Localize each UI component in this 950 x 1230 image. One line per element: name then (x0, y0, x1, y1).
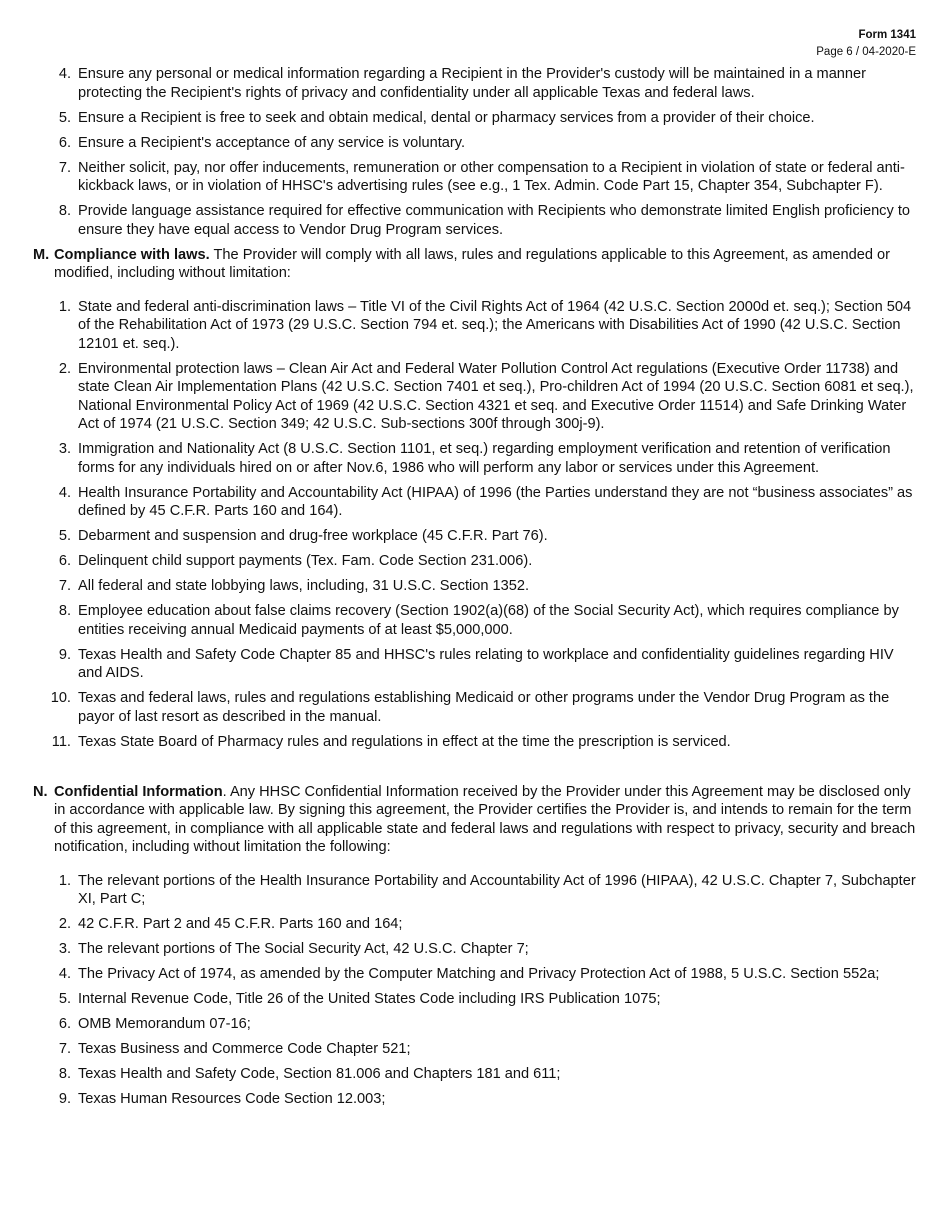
section-intro: The Provider will comply with all laws, rules and regulations applicable to this Agreement, as amended or modified, including without limitation: (54, 246, 891, 281)
item-text: Debarment and suspension and drug-free workplace (45 C.F.R. Part 76). (78, 528, 548, 544)
item-number: 5. (58, 109, 71, 126)
item-number: 2. (58, 916, 71, 932)
item-text: Texas Health and Safety Code Chapter 85 and HHSC's rules relating to workplace and confidentiality guidelines regarding HIV and AIDS. (78, 646, 894, 681)
item-text: Texas Human Resources Code Section 12.003; (78, 1091, 386, 1107)
item-text: Employee education about false claims recovery (Section 1902(a)(68) of the Social Security Act), which requires compliance by entities receiving annual Medicaid payments of at least $5,000,000. (78, 603, 899, 638)
item-text: Texas State Board of Pharmacy rules and regulations in effect at the time the prescription is serviced. (78, 733, 731, 750)
item-text: Delinquent child support payments (Tex. Fam. Code Section 231.006). (78, 553, 533, 569)
item-text: State and federal anti-discrimination laws – Title VI of the Civil Rights Act of 1964 (42 U.S.C. Section 2000d et. seq.); Section 504 of the Rehabilitation Act of 1973 (29 U.S.C. Section 794 et. seq.); the Americans with Disabilities Act of 1990 (42 U.S.C. Section 12101 et. seq.). (78, 298, 912, 352)
top-list (0, 65, 950, 239)
list-item (0, 965, 950, 984)
section-heading: Compliance with laws. (54, 246, 210, 263)
list-item (0, 872, 950, 909)
item-number: 9. (58, 1091, 71, 1107)
list-item (0, 577, 950, 596)
page-info: Page 6 / 04-2020-E (816, 46, 916, 58)
item-text: Provide language assistance required for effective communication with Recipients who demonstrate limited English proficiency to ensure they have equal access to Vendor Drug Program services. (78, 203, 911, 238)
item-text: Texas Business and Commerce Code Chapter 521; (78, 1041, 411, 1057)
list-item (0, 552, 950, 571)
item-number: 3. (58, 941, 71, 957)
list-item (0, 360, 950, 434)
item-number: 4. (58, 66, 71, 82)
item-text: The relevant portions of the Health Insurance Portability and Accountability Act of 1996 (HIPAA), 42 U.S.C. Chapter 7, Subchapter XI, Part C; (78, 872, 916, 907)
list-item (0, 990, 950, 1009)
list-item (0, 1015, 950, 1034)
list-item (0, 298, 950, 354)
section-letter: M. (33, 246, 50, 263)
page-header (816, 28, 916, 59)
item-text: Ensure any personal or medical information regarding a Recipient in the Provider's custody will be maintained in a manner protecting the Recipient's rights of privacy and confidentiality under all applicable Texas and federal laws. (78, 66, 867, 101)
list-item (0, 134, 950, 153)
list-item (0, 689, 950, 726)
spacer (0, 857, 950, 872)
compliance-list (0, 298, 950, 752)
item-text: Health Insurance Portability and Accountability Act (HIPAA) of 1996 (the Parties understand they are not “business associates” as defined by 45 C.F.R. Parts 160 and 164). (78, 484, 913, 519)
item-number: 5. (58, 991, 71, 1007)
list-item (0, 65, 950, 102)
item-number: 7. (58, 1041, 71, 1057)
item-text: Ensure a Recipient's acceptance of any service is voluntary. (78, 134, 466, 151)
item-text: The Privacy Act of 1974, as amended by the Computer Matching and Privacy Protection Act of 1988, 5 U.S.C. Section 552a; (78, 966, 880, 982)
section-n-confidential (0, 783, 950, 857)
list-item (0, 940, 950, 959)
item-number: 1. (58, 872, 71, 889)
item-text: OMB Memorandum 07-16; (78, 1016, 251, 1032)
item-number: 9. (58, 646, 71, 663)
item-number: 7. (58, 159, 71, 176)
item-number: 10. (50, 690, 71, 706)
item-text: Immigration and Nationality Act (8 U.S.C. Section 1101, et seq.) regarding employment verification and retention of verification forms for any individuals hired on or after Nov.6, 1986 who will perform any labor or services under this Agreement. (78, 441, 891, 476)
list-item (0, 646, 950, 683)
list-item (0, 1090, 950, 1109)
item-number: 4. (58, 966, 71, 982)
section-m-compliance (0, 246, 950, 283)
item-number: 2. (58, 360, 71, 377)
document-body (0, 65, 950, 1115)
item-number: 7. (58, 578, 71, 594)
item-text: Texas and federal laws, rules and regulations establishing Medicaid or other programs under the Vendor Drug Program as the payor of last resort as described in the manual. (78, 690, 890, 725)
item-text: Ensure a Recipient is free to seek and obtain medical, dental or pharmacy services from a provider of their choice. (78, 109, 815, 126)
list-item (0, 440, 950, 477)
spacer (0, 758, 950, 777)
item-text: Environmental protection laws – Clean Air Act and Federal Water Pollution Control Act regulations (Executive Order 11738) and state Clean Air Implementation Plans (42 U.S.C. Section 7401 et seq.), Pro-children Act of 1994 (20 U.S.C. Section 6081 et seq.), National Environmental Policy Act of 1969 (42 U.S.C. Section 4321 et seq. and Executive Order 11514) and Safe Drinking Water Act of 1974 (21 U.S.C. Section 349; 42 U.S.C. Sub-sections 300f through 300j-9). (78, 360, 914, 432)
item-text: Neither solicit, pay, nor offer inducements, remuneration or other compensation to a Recipient in violation of state or federal anti-kickback laws, or in violation of HHSC's advertising rules (see e.g., 1 Tex. Admin. Code Part 15, Chapter 354, Subchapter F). (78, 159, 905, 194)
list-item (0, 1040, 950, 1059)
section-letter: N. (33, 783, 48, 800)
section-intro: . Any HHSC Confidential Information received by the Provider under this Agreement may be disclosed only in accordance with applicable law. By signing this agreement, the Provider certifies the Provider is, and intends to remain for the term of this agreement, in compliance with all applicable state and federal laws and regulations with respect to privacy, security and breach notification, including without limitation the following: (54, 783, 916, 855)
item-text: All federal and state lobbying laws, including, 31 U.S.C. Section 1352. (78, 578, 530, 594)
item-text: The relevant portions of The Social Security Act, 42 U.S.C. Chapter 7; (78, 941, 529, 957)
list-item (0, 484, 950, 521)
section-heading: Confidential Information (54, 783, 223, 800)
item-number: 5. (58, 528, 71, 544)
item-number: 8. (58, 203, 71, 219)
spacer (0, 283, 950, 298)
item-number: 1. (58, 298, 71, 315)
list-item (0, 1065, 950, 1084)
item-number: 6. (58, 134, 71, 151)
item-number: 11. (51, 733, 71, 750)
item-number: 6. (58, 1016, 71, 1032)
item-number: 4. (58, 484, 71, 501)
item-number: 8. (58, 1066, 71, 1082)
item-text: Internal Revenue Code, Title 26 of the United States Code including IRS Publication 1075; (78, 991, 661, 1007)
item-text: 42 C.F.R. Part 2 and 45 C.F.R. Parts 160 and 164; (78, 916, 403, 932)
list-item (0, 159, 950, 196)
item-number: 8. (58, 603, 71, 619)
item-text: Texas Health and Safety Code, Section 81.006 and Chapters 181 and 611; (78, 1066, 561, 1082)
list-item (0, 602, 950, 639)
list-item (0, 202, 950, 239)
list-item (0, 109, 950, 128)
list-item (0, 915, 950, 934)
item-number: 6. (58, 553, 71, 569)
item-number: 3. (58, 441, 71, 457)
list-item (0, 733, 950, 752)
form-number: Form 1341 (858, 29, 916, 41)
list-item (0, 527, 950, 546)
confidential-list (0, 872, 950, 1109)
